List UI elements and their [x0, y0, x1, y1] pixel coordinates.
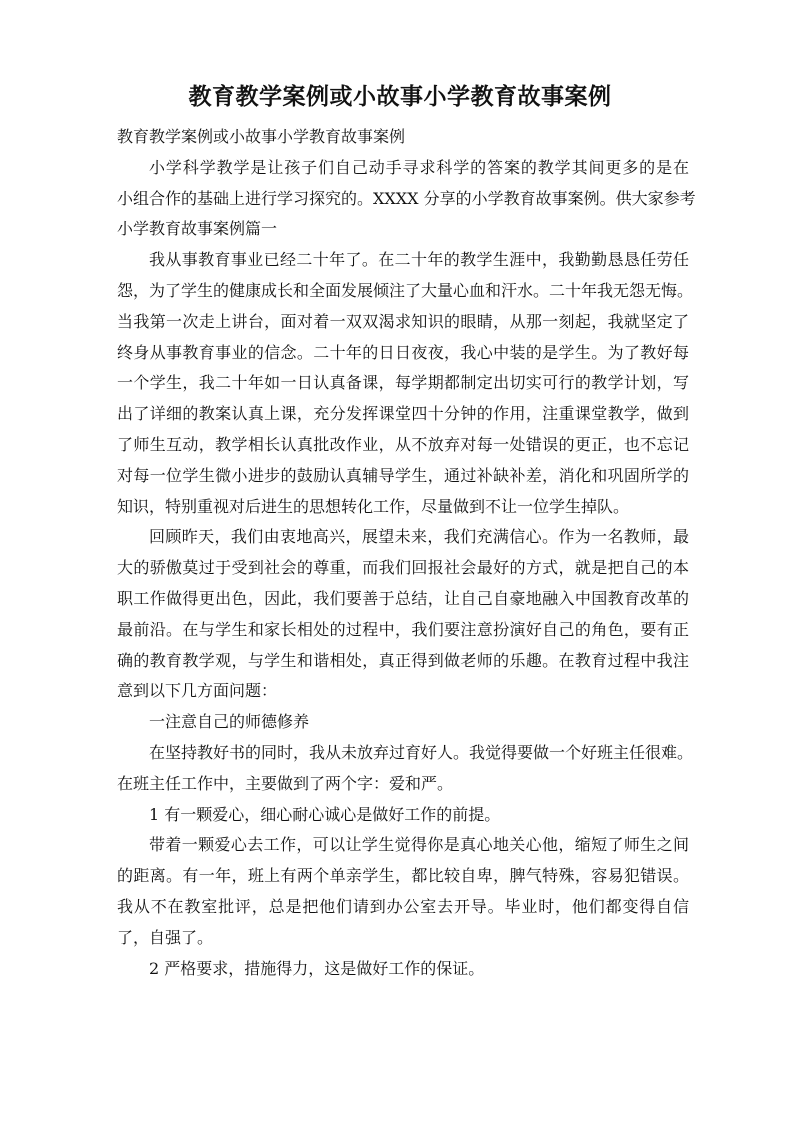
document-body: [117, 122, 696, 984]
text-line: 的距离。有一年，班上有两个单亲学生，都比较自卑，脾气特殊，容易犯错误。: [117, 866, 689, 886]
text-line: 了，自强了。: [117, 927, 214, 947]
text-line: 在班主任工作中，主要做到了两个字：爱和严。: [117, 773, 454, 793]
text-line: 当我第一次走上讲台，面对着一双双渴求知识的眼睛，从那一刻起，我就坚定了: [117, 311, 689, 331]
text-line: 在坚持教好书的同时，我从未放弃过育好人。我觉得要做一个好班主任很难。: [149, 742, 694, 762]
text-line: 带着一颗爱心去工作，可以让学生觉得你是真心地关心他，缩短了师生之间: [149, 835, 689, 855]
text-line: 大的骄傲莫过于受到社会的尊重，而我们回报社会最好的方式，就是把自己的本: [117, 558, 689, 578]
text-line: 确的教育教学观，与学生和谐相处，真正得到做老师的乐趣。在教育过程中我注: [117, 650, 689, 670]
text-line: 小组合作的基础上进行学习探究的。XXXX 分享的小学教育故事案例。供大家参考: [117, 188, 696, 208]
text-line: 我从事教育事业已经二十年了。在二十年的教学生涯中，我勤勤恳恳任劳任: [149, 250, 689, 270]
document-title: 教育教学案例或小故事小学教育故事案例: [188, 83, 612, 110]
text-line: 终身从事教育事业的信念。二十年的日日夜夜，我心中装的是学生。为了教好每: [117, 342, 689, 362]
text-line: 意到以下几方面问题：: [117, 681, 278, 701]
text-line: 出了详细的教案认真上课，充分发挥课堂四十分钟的作用，注重课堂教学，做到: [117, 404, 689, 424]
text-line: 回顾昨天，我们由衷地高兴，展望未来，我们充满信心。作为一名教师，最: [149, 527, 689, 547]
text-line: 对每一位学生微小进步的鼓励认真辅导学生，通过补缺补差，消化和巩固所学的: [117, 465, 689, 485]
text-line: 最前沿。在与学生和家长相处的过程中，我们要注意扮演好自己的角色，要有正: [117, 619, 689, 639]
text-line: 职工作做得更出色，因此，我们要善于总结，让自己自豪地融入中国教育改革的: [117, 588, 689, 608]
text-line: 小学科学教学是让孩子们自己动手寻求科学的答案的教学其间更多的是在: [149, 157, 689, 177]
text-line: 1 有一颗爱心，细心耐心诚心是做好工作的前提。: [149, 804, 501, 824]
text-line: 怨，为了学生的健康成长和全面发展倾注了大量心血和汗水。二十年我无怨无悔。: [117, 280, 694, 300]
text-line: 一注意自己的师德修养: [149, 712, 310, 732]
text-line: 我从不在教室批评，总是把他们请到办公室去开导。毕业时，他们都变得自信: [117, 896, 689, 916]
text-line: 知识，特别重视对后进生的思想转化工作，尽量做到不让一位学生掉队。: [117, 496, 630, 516]
text-line: 一个学生，我二十年如一日认真备课，每学期都制定出切实可行的教学计划，写: [117, 373, 689, 393]
text-line: 小学教育故事案例篇一: [117, 219, 278, 239]
text-line: 了师生互动，教学相长认真批改作业，从不放弃对每一处错误的更正，也不忘记: [117, 434, 689, 454]
text-line: 教育教学案例或小故事小学教育故事案例: [117, 127, 406, 146]
text-line: 2 严格要求，措施得力，这是做好工作的保证。: [149, 958, 485, 978]
